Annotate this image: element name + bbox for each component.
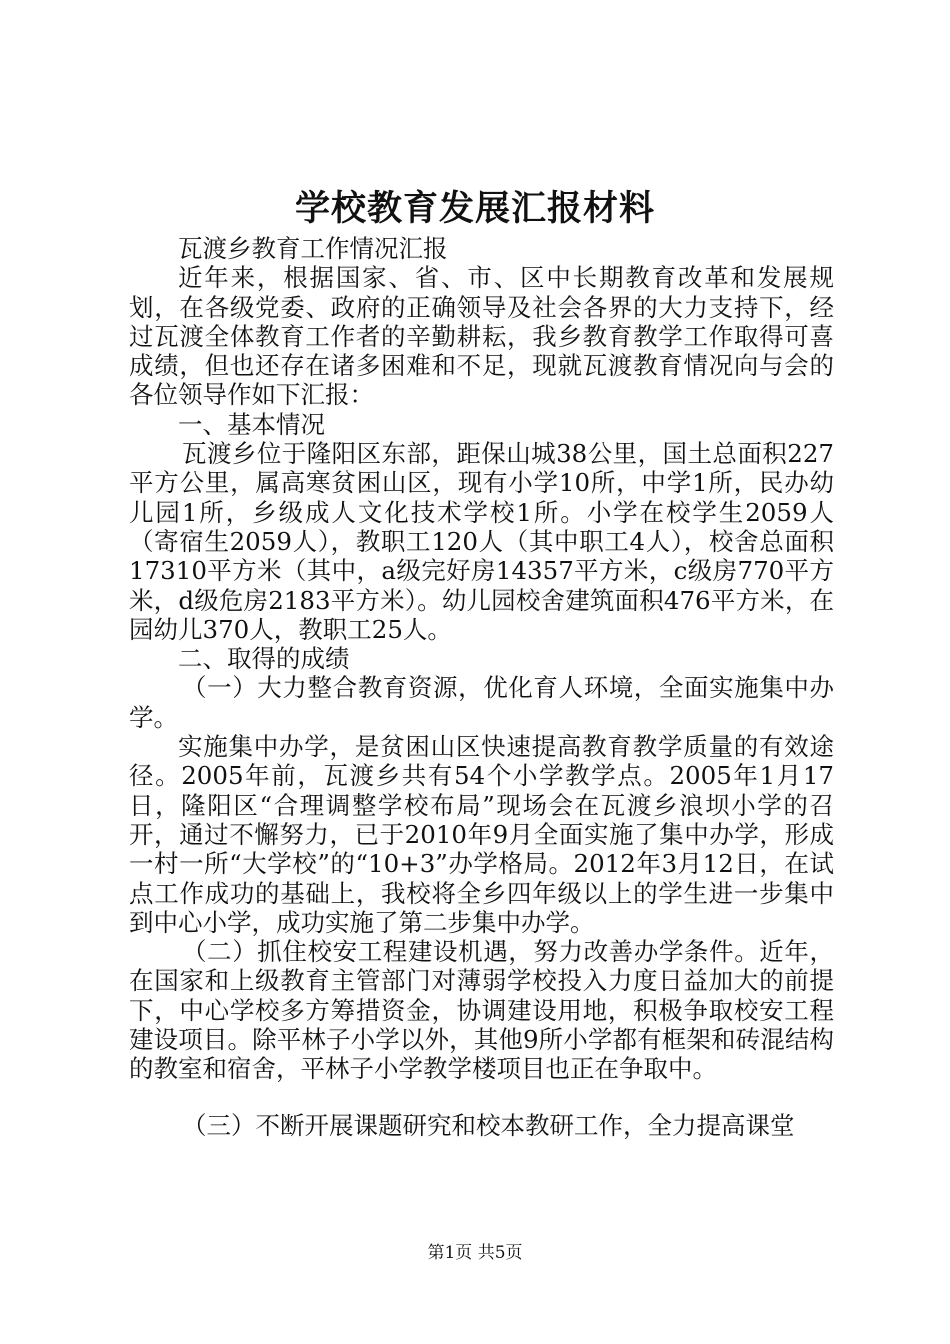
document-body [129,234,834,1140]
school-safety-paragraph: （二）抓住校安工程建设机遇，努力改善办学条件。近年，在国家和上级教育主管部门对薄弱学校投入力度日益加大的前提下，中心学校多方筹措资金，协调建设用地，积极争取校安工程建设项目。除平林子小学以外，其他9所小学都有框架和砖混结构的教室和宿舍，平林子小学教学楼项目也正在争取中。 [129,937,834,1084]
page-number-footer: 第1页 共5页 [427,1243,523,1263]
basic-info-paragraph: 瓦渡乡位于隆阳区东部，距保山城38公里，国土总面积227平方公里，属高寒贫困山区，现有小学10所，中学1所，民办幼儿园1所，乡级成人文化技术学校1所。小学在校学生2059人（寄宿生2059人），教职工120人（其中职工4人），校舍总面积17310平方米（其中，a级完好房14357平方米，c级房770平方米，d级危房2183平方米）。幼儿园校舍建筑面积476平方米，在园幼儿370人，教职工25人。 [129,439,834,644]
report-subtitle: 瓦渡乡教育工作情况汇报 [178,234,448,263]
subheading-one: （一）大力整合教育资源，优化育人环境，全面实施集中办学。 [129,673,834,732]
section-heading-basic: 一、基本情况 [178,409,325,439]
intro-paragraph: 近年来，根据国家、省、市、区中长期教育改革和发展规划，在各级党委、政府的正确领导及社会各界的大力支持下，经过瓦渡全体教育工作者的辛勤耕耘，我乡教育教学工作取得可喜成绩，但也还存在诸多困难和不足，现就瓦渡教育情况向与会的各位领导作如下汇报： [129,263,834,410]
section-heading-achievements: 二、取得的成绩 [178,644,350,674]
centralized-schooling-paragraph: 实施集中办学，是贫困山区快速提高教育教学质量的有效途径。2005年前，瓦渡乡共有54个小学教学点。2005年1月17日，隆阳区“合理调整学校布局”现场会在瓦渡乡浪坝小学的召开，通过不懈努力，已于2010年9月全面实施了集中办学，形成一村一所“大学校”的“10+3”办学格局。2012年3月12日，在试点工作成功的基础上，我校将全乡四年级以上的学生进一步集中到中心小学，成功实施了第二步集中办学。 [129,732,834,937]
document-title: 学校教育发展汇报材料 [294,188,655,229]
subheading-three: （三）不断开展课题研究和校本教研工作，全力提高课堂 [182,1110,795,1140]
